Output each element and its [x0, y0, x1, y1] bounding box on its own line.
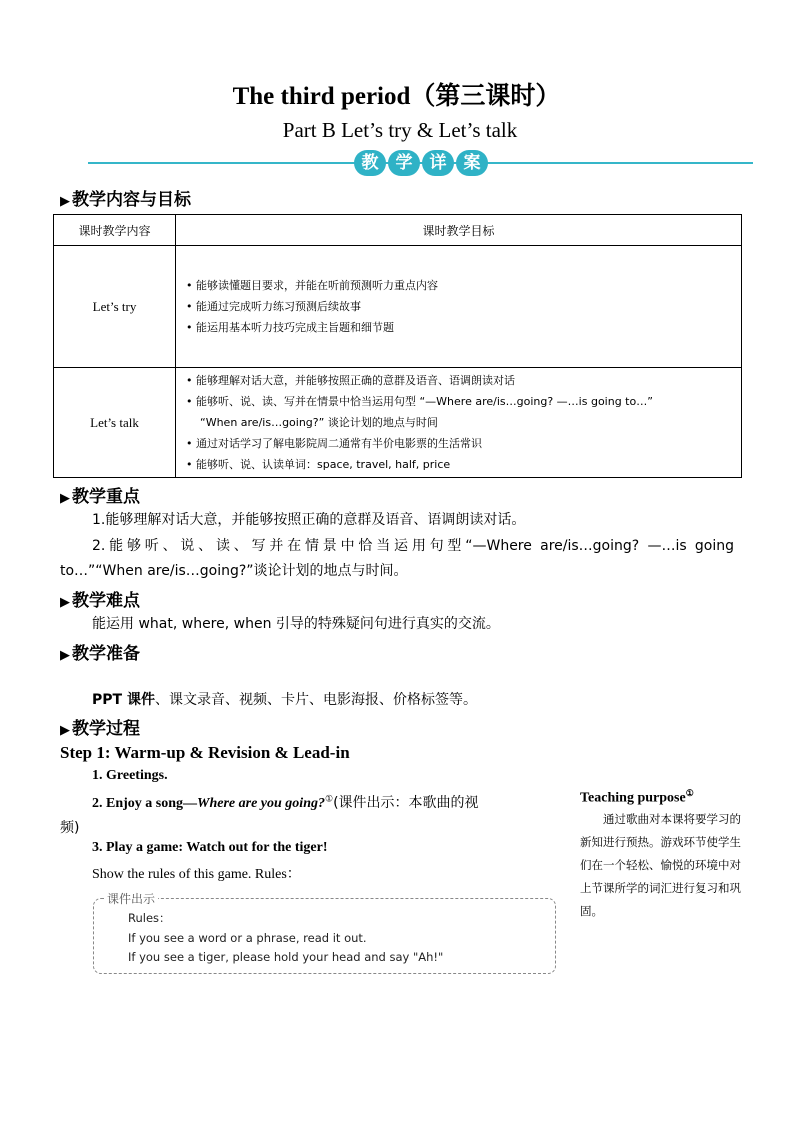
- goal-item: • 能够听、说、读、写并在情景中恰当运用句型 “—Where are/is…going? —…is going to…”: [186, 395, 653, 408]
- rules-line: If you see a word or a phrase, read it out.: [128, 931, 367, 945]
- goal-item: • 通过对话学习了解电影院周二通常有半价电影票的生活常识: [186, 437, 482, 450]
- goal-item: “When are/is…going?” 谈论计划的地点与时间: [200, 416, 438, 429]
- triangle-marker-icon: ▶: [60, 723, 70, 738]
- triangle-marker-icon: ▶: [60, 194, 70, 209]
- section-heading-content-goals: ▶ 教学内容与目标: [60, 190, 191, 210]
- triangle-marker-icon: ▶: [60, 595, 70, 610]
- table-header-content: 课时教学内容: [54, 215, 176, 246]
- process-item-2-cont: 频): [60, 820, 80, 836]
- table-header-goals: 课时教学目标: [176, 215, 742, 246]
- rules-line: If you see a tiger, please hold your head and say "Ah!": [128, 950, 444, 964]
- difficulty-text: 能运用 what, where, when 引导的特殊疑问句进行真实的交流。: [92, 616, 500, 632]
- banner-badge: [354, 150, 492, 176]
- teaching-purpose-text: 通过歌曲对本课将要学习的新知进行预热。游戏环节使学生们在一个轻松、愉悦的环境中对上节课所学的词汇进行复习和巩固。: [580, 812, 741, 918]
- page-subtitle: Part B Let’s try & Let’s talk: [282, 118, 518, 142]
- table-row: [54, 368, 742, 478]
- banner-char: 学: [388, 150, 420, 176]
- rules-tag: 课件出示: [104, 890, 158, 907]
- key-point-2-cont: to…”“When are/is…going?”谈论计划的地点与时间。: [60, 563, 408, 579]
- banner-char: 教: [354, 150, 386, 176]
- process-item-1: 1. Greetings.: [92, 768, 168, 783]
- banner-char: 案: [456, 150, 488, 176]
- key-point-2: 2.能够听、说、读、写并在情景中恰当运用句型“—Where are/is…going? —…is going: [92, 538, 734, 554]
- row-label: Let’s talk: [54, 368, 176, 478]
- row-goals: [176, 368, 742, 478]
- preparation-rest: 、课文录音、视频、卡片、电影海报、价格标签等。: [154, 692, 477, 708]
- goal-item: • 能运用基本听力技巧完成主旨题和细节题: [186, 321, 394, 334]
- triangle-marker-icon: ▶: [60, 491, 70, 506]
- goal-item: • 能够读懂题目要求，并能在听前预测听力重点内容: [186, 279, 438, 292]
- section-heading-difficulties: ▶ 教学难点: [60, 591, 140, 611]
- teaching-purpose-title: Teaching purpose①: [580, 788, 694, 806]
- row-label: Let’s try: [54, 246, 176, 368]
- section-heading-preparation: ▶ 教学准备: [60, 644, 140, 664]
- banner-char: 详: [422, 150, 454, 176]
- objectives-table: [53, 214, 742, 478]
- preparation-text: [92, 689, 477, 709]
- key-point-1: 1.能够理解对话大意，并能够按照正确的意群及语音、语调朗读对话。: [92, 512, 526, 528]
- rules-line: Rules：: [128, 911, 171, 925]
- goal-item: • 能通过完成听力练习预测后续故事: [186, 300, 361, 313]
- preparation-bold: PPT 课件: [92, 692, 155, 708]
- process-item-2: 2. Enjoy a song—Where are you going?①(课件出示：本歌曲的视: [92, 794, 479, 811]
- goal-item: • 能够理解对话大意，并能够按照正确的意群及语音、语调朗读对话: [186, 374, 515, 387]
- table-row: [54, 246, 742, 368]
- section-heading-key-points: ▶ 教学重点: [60, 487, 140, 507]
- goal-item: • 能够听、说、认读单词：space, travel, half, price: [186, 458, 451, 471]
- step-1-heading: Step 1: Warm-up & Revision & Lead-in: [60, 743, 350, 762]
- section-heading-process: ▶ 教学过程: [60, 719, 140, 739]
- process-item-3-desc: Show the rules of this game. Rules：: [92, 867, 301, 882]
- row-goals: [176, 246, 742, 368]
- process-item-3: 3. Play a game: Watch out for the tiger!: [92, 840, 328, 855]
- table-header-row: [54, 215, 742, 246]
- triangle-marker-icon: ▶: [60, 648, 70, 663]
- page-title: The third period（第三课时）: [232, 83, 561, 110]
